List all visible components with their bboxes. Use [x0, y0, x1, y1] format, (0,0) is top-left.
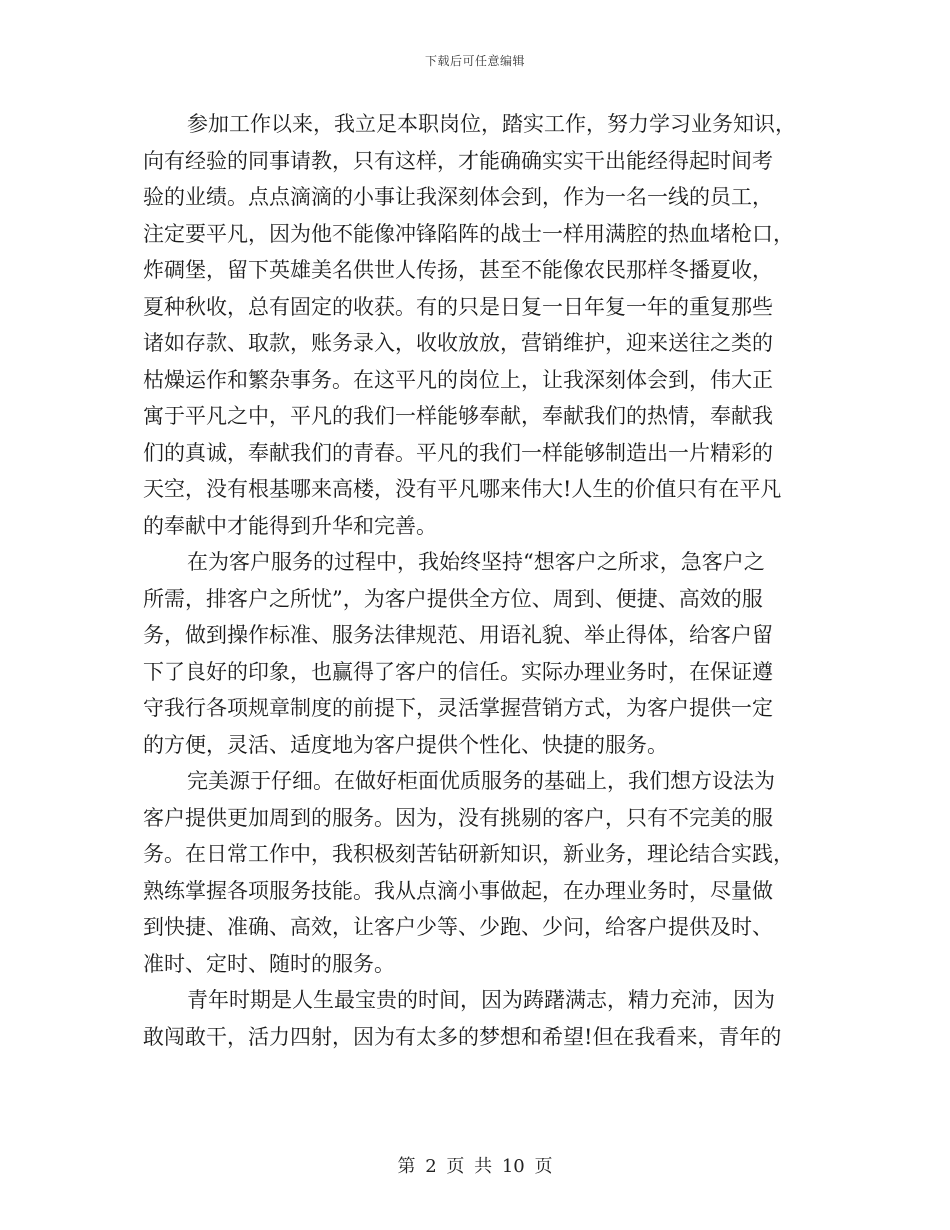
paragraph-line: 寓于平凡之中，平凡的我们一样能够奉献，奉献我们的热情，奉献我	[143, 404, 773, 428]
paragraph-line: 验的业绩。点点滴滴的小事让我深刻体会到，作为一名一线的员工，	[143, 185, 773, 209]
page-header: 下载后可任意编辑	[424, 54, 525, 68]
paragraph-line: 客户提供更加周到的服务。因为，没有挑剔的客户，只有不完美的服	[143, 805, 773, 830]
paragraph-line: 所需，排客户之所忧”，为客户提供全方位、周到、便捷、高效的服	[143, 586, 763, 611]
paragraph-line: 完美源于仔细。在做好柜面优质服务的基础上，我们想方设法为	[187, 769, 775, 793]
paragraph-line: 诸如存款、取款，账务录入，收收放放，营销维护，迎来送往之类的	[143, 331, 773, 355]
paragraph-line: 敢闯敢干，活力四射，因为有太多的梦想和希望!但在我看来，青年的	[143, 1024, 782, 1049]
paragraph-line: 枯燥运作和繁杂事务。在这平凡的岗位上，让我深刻体会到，伟大正	[143, 367, 773, 392]
paragraph-line: 熟练掌握各项服务技能。我从点滴小事做起，在办理业务时，尽量做	[143, 878, 773, 903]
paragraph-line: 天空，没有根基哪来高楼，没有平凡哪来伟大!人生的价值只有在平凡	[143, 477, 782, 501]
paragraph-line: 炸碉堡，留下英雄美名供世人传扬，甚至不能像农民那样冬播夏收，	[143, 258, 773, 282]
paragraph-line: 青年时期是人生最宝贵的时间，因为踌躇满志，精力充沛，因为	[187, 988, 775, 1012]
paragraph-line: 务。在日常工作中，我积极刻苦钻研新知识，新业务，理论结合实践，	[143, 842, 794, 866]
paragraph-line: 的方便，灵活、适度地为客户提供个性化、快捷的服务。	[143, 732, 668, 757]
paragraph-line: 准时、定时、随时的服务。	[143, 951, 395, 976]
paragraph-line: 到快捷、准确、高效，让客户少等、少跑、少问，给客户提供及时、	[143, 915, 773, 939]
paragraph-line: 守我行各项规章制度的前提下，灵活掌握营销方式，为客户提供一定	[143, 696, 773, 720]
paragraph-line: 的奉献中才能得到升华和完善。	[143, 513, 437, 538]
paragraph-line: 们的真诚，奉献我们的青春。平凡的我们一样能够制造出一片精彩的	[143, 440, 773, 465]
paragraph-line: 向有经验的同事请教，只有这样，才能确确实实干出能经得起时间考	[143, 148, 773, 173]
paragraph-line: 下了良好的印象，也赢得了客户的信任。实际办理业务时，在保证遵	[143, 659, 773, 684]
paragraph-line: 注定要平凡，因为他不能像冲锋陷阵的战士一样用满腔的热血堵枪口，	[143, 221, 794, 246]
paragraph-line: 参加工作以来，我立足本职岗位，踏实工作，努力学习业务知识，	[187, 112, 796, 136]
paragraph-line: 夏种秋收，总有固定的收获。有的只是日复一日年复一年的重复那些	[143, 294, 773, 319]
page-footer: 第 2 页 共 10 页	[397, 1156, 553, 1177]
document-body	[143, 106, 808, 1055]
paragraph-line: 在为客户服务的过程中，我始终坚持“想客户之所求，急客户之	[187, 550, 765, 574]
paragraph-line: 务，做到操作标准、服务法律规范、用语礼貌、举止得体，给客户留	[143, 623, 773, 647]
